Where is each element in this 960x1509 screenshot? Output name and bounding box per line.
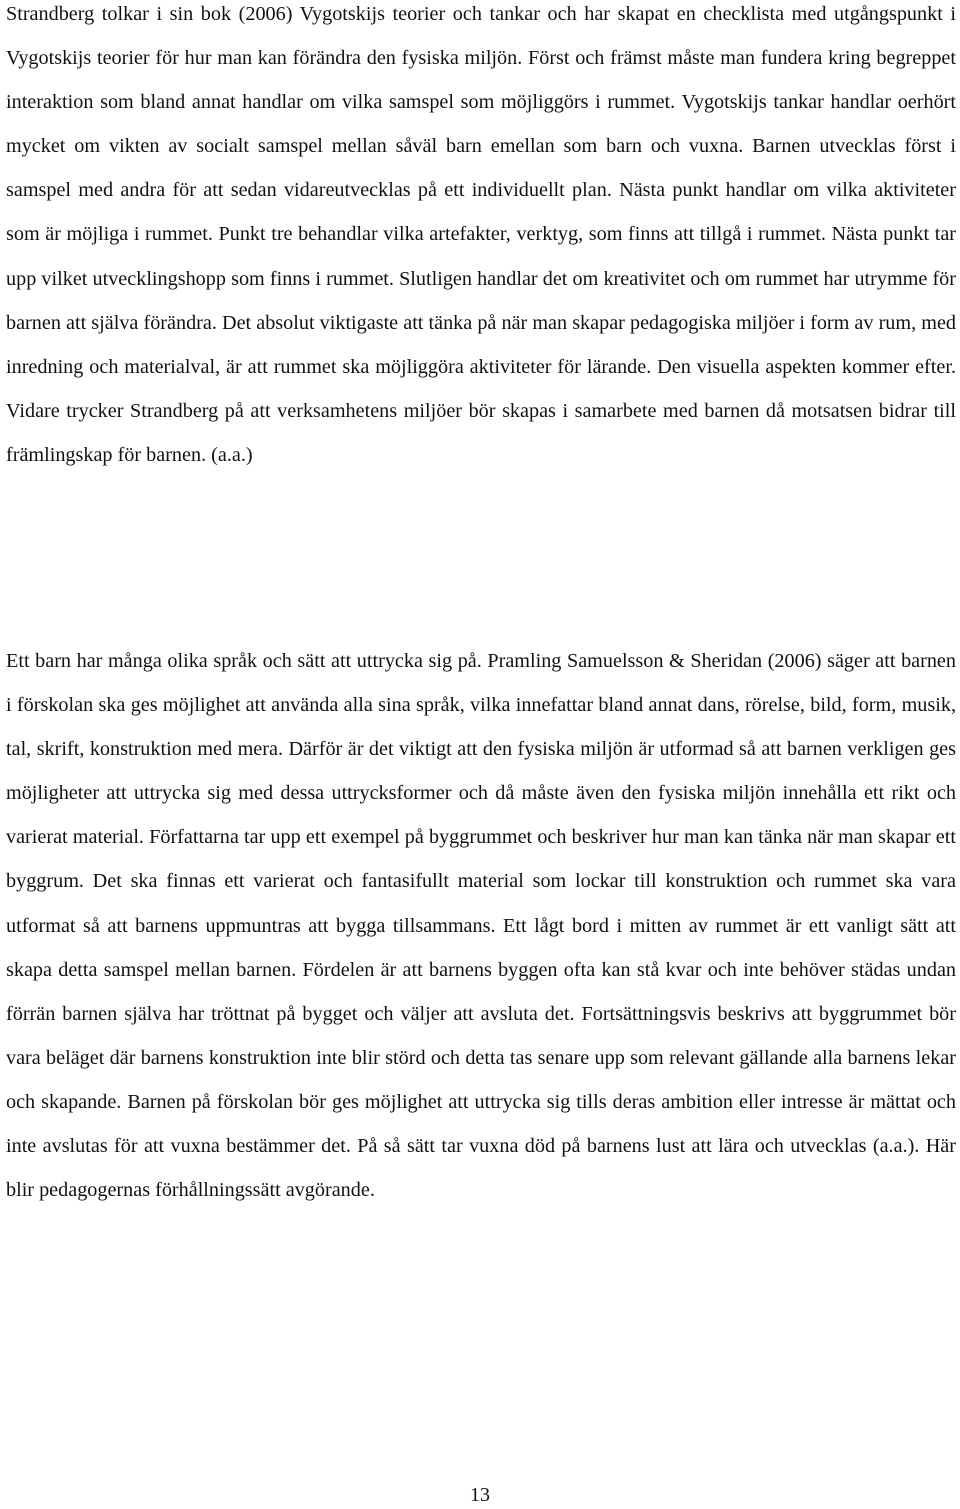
page-number: 13 xyxy=(470,1484,490,1506)
body-paragraph: Strandberg tolkar i sin bok (2006) Vygotskijs teorier och tankar och har skapat en checklista med utgångspunkt i Vygotskijs teorier för hur man kan förändra den fysiska miljön. Först och främst måste man fundera kring begreppet interaktion som bland annat handlar om vilka samspel som möjliggörs i rummet. Vygotskijs tankar handlar oerhört mycket om vikten av socialt samspel mellan såväl barn emellan som barn och vuxna. Barnen utvecklas först i samspel med andra för att sedan vidareutvecklas på ett individuellt plan. Nästa punkt handlar om vilka aktiviteter som är möjliga i rummet. Punkt tre behandlar vilka artefakter, verktyg, som finns att tillgå i rummet. Nästa punkt tar upp vilket utvecklingshopp som finns i rummet. Slutligen handlar det om kreativitet och om rummet har utrymme för barnen att själva förändra. Det absolut viktigaste att tänka på när man skapar pedagogiska miljöer i form av rum, med inredning och materialval, är att rummet ska möjliggöra aktiviteter för lärande. Den visuella aspekten kommer efter. Vidare trycker Strandberg på att verksamhetens miljöer bör skapas i samarbete med barnen då motsatsen bidrar till främlingskap för barnen. (a.a.) xyxy=(6,3,956,466)
body-paragraph: Ett barn har många olika språk och sätt att uttrycka sig på. Pramling Samuelsson & Sheridan (2006) säger att barnen i förskolan ska ges möjlighet att använda alla sina språk, vilka innefattar bland annat dans, rörelse, bild, form, musik, tal, skrift, konstruktion med mera. Därför är det viktigt att den fysiska miljön är utformad så att barnen verkligen ges möjligheter att uttrycka sig med dessa uttrycksformer och då måste även den fysiska miljön innehålla ett rikt och varierat material. Författarna tar upp ett exempel på byggrummet och beskriver hur man kan tänka när man skapar ett byggrum. Det ska finnas ett varierat och fantasifullt material som lockar till konstruktion och rummet ska vara utformat så att barnens uppmuntras att bygga tillsammans. Ett lågt bord i mitten av rummet är ett vanligt sätt att skapa detta samspel mellan barnen. Fördelen är att barnens byggen ofta kan stå kvar och inte behöver städas undan förrän barnen själva har tröttnat på bygget och väljer att avsluta det. Fortsättningsvis beskrivs att byggrummet bör vara beläget där barnens konstruktion inte blir störd och detta tas senare upp som relevant gällande alla barnens lekar och skapande. Barnen på förskolan bör ges möjlighet att uttrycka sig tills deras ambition eller intresse är mättat och inte avslutas för att vuxna bestämmer det. På så sätt tar vuxna död på barnens lust att lära och utvecklas (a.a.). Här blir pedagogernas förhållningssätt avgörande. xyxy=(6,650,956,1202)
